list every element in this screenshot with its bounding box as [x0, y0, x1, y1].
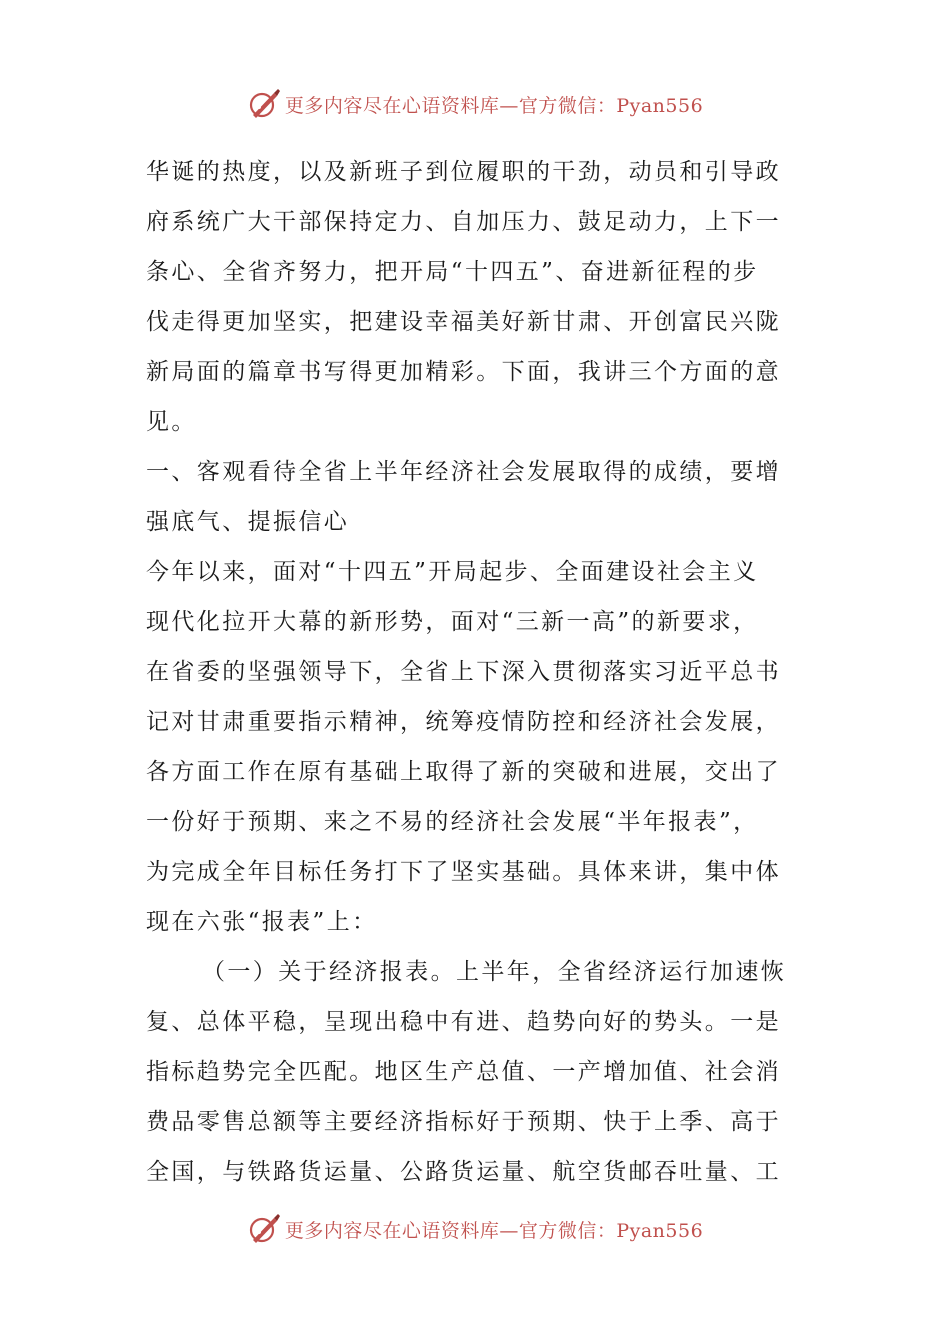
text-line: 现代化拉开大幕的新形势，面对“三新一高”的新要求，	[146, 609, 759, 635]
text-line: 费品零售总额等主要经济指标好于预期、快于上季、高于	[146, 1109, 781, 1135]
header-watermark-banner	[0, 84, 950, 124]
footer-watermark-banner	[0, 1209, 950, 1249]
text-line: 复、总体平稳，呈现出稳中有进、趋势向好的势头。一是	[146, 1009, 781, 1035]
text-line: 一份好于预期、来之不易的经济社会发展“半年报表”，	[146, 809, 759, 835]
document-body	[146, 147, 812, 1197]
section-heading: 一、客观看待全省上半年经济社会发展取得的成绩，要增	[146, 459, 781, 485]
text-line: 为完成全年目标任务打下了坚实基础。具体来讲，集中体	[146, 859, 781, 885]
text-line: 新局面的篇章书写得更加精彩。下面，我讲三个方面的意	[146, 359, 781, 385]
text-line: 现在六张“报表”上：	[146, 909, 378, 935]
text-line: 条心、全省齐努力，把开局“十四五”、奋进新征程的步	[146, 259, 759, 285]
text-line: 记对甘肃重要指示精神，统筹疫情防控和经济社会发展，	[146, 709, 781, 735]
pen-logo-icon	[247, 87, 281, 121]
watermark-text: 更多内容尽在心语资料库—官方微信：Pyan556	[284, 94, 704, 117]
text-line: 指标趋势完全匹配。地区生产总值、一产增加值、社会消	[146, 1059, 781, 1085]
text-line: 府系统广大干部保持定力、自加压力、鼓足动力，上下一	[146, 209, 781, 235]
text-line: 今年以来，面对“十四五”开局起步、全面建设社会主义	[146, 559, 759, 585]
text-line: 见。	[146, 409, 197, 435]
text-line: 伐走得更加坚实，把建设幸福美好新甘肃、开创富民兴陇	[146, 309, 781, 335]
text-line: 华诞的热度，以及新班子到位履职的干劲，动员和引导政	[146, 159, 781, 185]
text-line: 各方面工作在原有基础上取得了新的突破和进展，交出了	[146, 759, 781, 785]
pen-logo-icon	[247, 1212, 281, 1246]
subsection-line: （一）关于经济报表。上半年，全省经济运行加速恢	[202, 959, 787, 985]
text-line: 全国，与铁路货运量、公路货运量、航空货邮吞吐量、工	[146, 1159, 781, 1185]
text-line: 在省委的坚强领导下，全省上下深入贯彻落实习近平总书	[146, 659, 781, 685]
watermark-text: 更多内容尽在心语资料库—官方微信：Pyan556	[284, 1219, 704, 1242]
section-heading: 强底气、提振信心	[146, 509, 350, 535]
